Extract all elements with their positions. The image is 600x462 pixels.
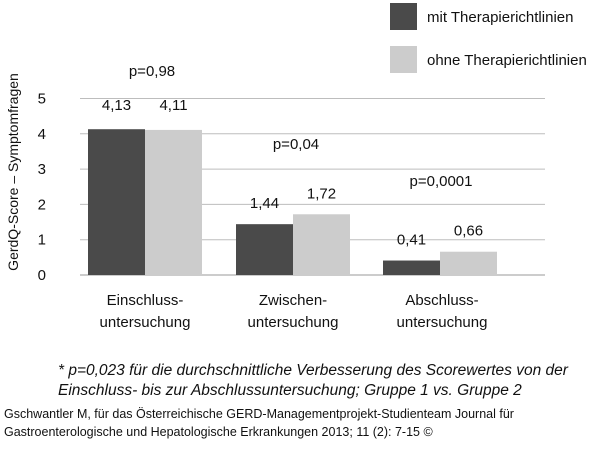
source-citation: [4, 405, 598, 441]
y-tick-label: 2: [37, 196, 46, 214]
y-tick-label: 4: [37, 125, 46, 143]
x-category-label: untersuchung: [99, 314, 191, 331]
bar-mit-2: [383, 261, 440, 275]
x-category-label: Einschluss-: [106, 292, 184, 309]
y-tick-label: 0: [37, 267, 46, 284]
data-label: 1,72: [306, 185, 337, 203]
bar-ohne-1: [293, 214, 350, 275]
y-tick-label: 5: [37, 90, 46, 108]
bar-mit-1: [236, 224, 293, 275]
legend-label: ohne Therapierichtlinien: [427, 52, 587, 69]
footnote-line-2: Einschluss- bis zur Abschlussuntersuchung; Gruppe 1 vs. Gruppe 2: [58, 382, 522, 399]
data-label: 1,44: [249, 195, 280, 213]
chart-legend: [390, 3, 587, 73]
y-axis-label: GerdQ-Score – Symptomfragen: [5, 73, 21, 271]
x-category-label: Abschluss-: [405, 292, 479, 309]
data-label: 4,13: [101, 97, 132, 114]
data-label: 0,41: [396, 231, 427, 249]
footnote: [58, 361, 598, 401]
legend-swatch-mit: [390, 3, 417, 30]
legend-swatch-ohne: [390, 46, 417, 73]
y-axis-ticks: [38, 91, 46, 285]
x-category-label: untersuchung: [396, 314, 488, 331]
x-category-label: untersuchung: [247, 314, 339, 331]
p-value-label: p=0,04: [272, 136, 320, 153]
data-label: 0,66: [453, 222, 484, 240]
source-line-2: Gastroenterologische und Hepatologische Erkrankungen 2013; 11 (2): 7-15 ©: [4, 425, 433, 439]
bar-mit-0: [88, 129, 145, 275]
x-category-label: Zwischen-: [258, 292, 328, 309]
y-tick-label: 3: [37, 161, 46, 179]
legend-label: mit Therapierichtlinien: [427, 9, 574, 26]
bar-ohne-2: [440, 252, 497, 275]
p-value-label: p=0,0001: [409, 173, 473, 190]
x-axis-category-labels: [100, 292, 488, 331]
source-line-1: Gschwantler M, für das Österreichische GERD-Managementprojekt-Studienteam Journal für: [4, 407, 514, 421]
footnote-line-1: * p=0,023 für die durchschnittliche Verbesserung des Scorewertes von der: [58, 362, 568, 379]
data-label: 4,11: [159, 97, 188, 114]
p-value-label: p=0,98: [128, 63, 176, 80]
y-tick-label: 1: [37, 231, 46, 249]
bar-ohne-0: [145, 130, 202, 275]
